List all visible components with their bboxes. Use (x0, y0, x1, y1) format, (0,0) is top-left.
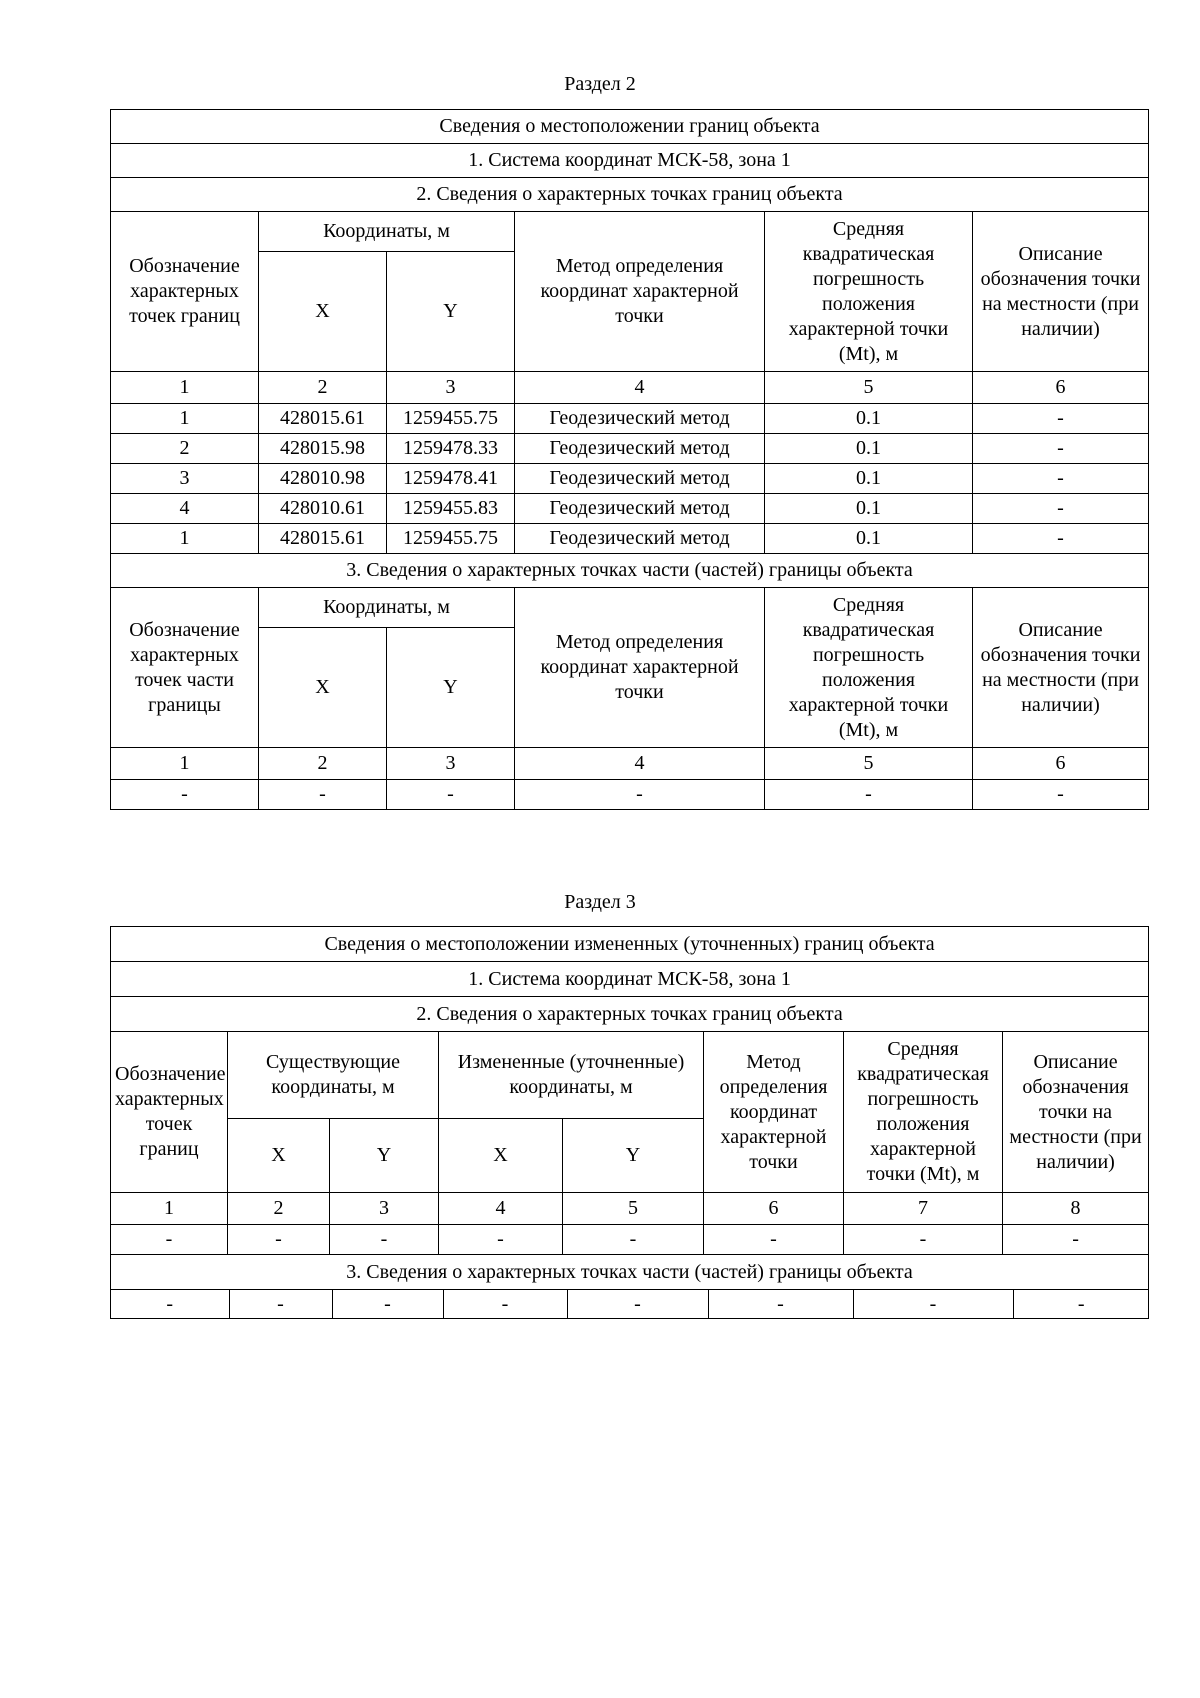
cell-empty: - (443, 1290, 567, 1318)
section-3-title: Раздел 3 (564, 891, 636, 913)
header-x: X (259, 252, 387, 372)
cell-point: 1 (111, 524, 259, 554)
header-description: Описание обозначения точки на местности (при наличии) (973, 588, 1149, 748)
column-number: 5 (563, 1193, 704, 1225)
parts-row-table (111, 1290, 1149, 1318)
cell-error: 0.1 (765, 524, 973, 554)
header-changed-coordinates: Измененные (уточненные) координаты, м (439, 1032, 704, 1119)
cell-empty: - (387, 780, 515, 810)
column-number: 6 (973, 372, 1149, 404)
cell-x: 428015.98 (259, 434, 387, 464)
cell-empty: - (704, 1225, 844, 1255)
cell-point: 2 (111, 434, 259, 464)
cell-error: 0.1 (765, 464, 973, 494)
table-row (111, 780, 1149, 810)
header-designation: Обозначение характерных точек границ (111, 212, 259, 372)
cell-point: 1 (111, 404, 259, 434)
subsection-caption: 2. Сведения о характерных точках границ объекта (111, 997, 1149, 1032)
cell-description: - (973, 434, 1149, 464)
subsection-caption: 2. Сведения о характерных точках границ объекта (111, 178, 1149, 212)
subsection-caption: 3. Сведения о характерных точках части (частей) границы объекта (111, 1255, 1149, 1290)
cell-empty: - (515, 780, 765, 810)
header-y: Y (387, 628, 515, 748)
column-number: 4 (515, 372, 765, 404)
cell-point: 4 (111, 494, 259, 524)
table-row (111, 494, 1149, 524)
cell-method: Геодезический метод (515, 494, 765, 524)
column-number: 4 (439, 1193, 563, 1225)
cell-x: 428010.61 (259, 494, 387, 524)
column-number: 7 (844, 1193, 1003, 1225)
cell-x: 428015.61 (259, 524, 387, 554)
cell-empty: - (567, 1290, 708, 1318)
header-designation: Обозначение характерных точек границ (111, 1032, 228, 1193)
cell-empty: - (111, 1225, 228, 1255)
column-number: 2 (259, 748, 387, 780)
column-number: 5 (765, 748, 973, 780)
cell-y: 1259478.33 (387, 434, 515, 464)
cell-empty: - (563, 1225, 704, 1255)
cell-empty: - (111, 1290, 229, 1318)
cell-method: Геодезический метод (515, 434, 765, 464)
header-error: Средняя квадратическая погрешность положения характерной точки (Mt), м (844, 1032, 1003, 1193)
header-error: Средняя квадратическая погрешность положения характерной точки (Mt), м (765, 588, 973, 748)
cell-method: Геодезический метод (515, 524, 765, 554)
column-number: 8 (1003, 1193, 1149, 1225)
cell-empty: - (228, 1225, 330, 1255)
cell-y: 1259455.75 (387, 524, 515, 554)
cell-empty: - (439, 1225, 563, 1255)
cell-x: 428015.61 (259, 404, 387, 434)
column-number: 2 (228, 1193, 330, 1225)
section-2-table (110, 109, 1149, 810)
cell-empty: - (1077, 1292, 1085, 1315)
table-row (111, 404, 1149, 434)
column-number: 6 (973, 748, 1149, 780)
column-number: 5 (765, 372, 973, 404)
table-row (111, 1290, 1149, 1318)
header-method: Метод определения координат характерной точки (515, 212, 765, 372)
cell-y: 1259478.41 (387, 464, 515, 494)
cell-description: - (973, 404, 1149, 434)
column-number: 1 (111, 372, 259, 404)
table-row (111, 434, 1149, 464)
table-row (111, 464, 1149, 494)
cell-empty: - (853, 1290, 1013, 1318)
header-error: Средняя квадратическая погрешность положения характерной точки (Mt), м (765, 212, 973, 372)
cell-error: 0.1 (765, 434, 973, 464)
header-y: Y (330, 1119, 439, 1193)
cell-empty: - (844, 1225, 1003, 1255)
column-number: 1 (111, 1193, 228, 1225)
cell-description: - (973, 524, 1149, 554)
column-number: 4 (515, 748, 765, 780)
header-description: Описание обозначения точки на местности (при наличии) (973, 212, 1149, 372)
cell-empty: - (111, 780, 259, 810)
cell-empty: - (708, 1290, 853, 1318)
column-number: 3 (387, 748, 515, 780)
column-number: 3 (330, 1193, 439, 1225)
coordinate-system: 1. Система координат МСК-58, зона 1 (111, 962, 1149, 997)
header-coordinates: Координаты, м (259, 588, 515, 628)
coordinate-system: 1. Система координат МСК-58, зона 1 (111, 144, 1149, 178)
subsection-caption: 3. Сведения о характерных точках части (частей) границы объекта (111, 554, 1149, 588)
table-caption: Сведения о местоположении измененных (уточненных) границ объекта (111, 927, 1149, 962)
column-number: 6 (704, 1193, 844, 1225)
header-coordinates: Координаты, м (259, 212, 515, 252)
cell-method: Геодезический метод (515, 404, 765, 434)
parts-row-container (111, 1290, 1149, 1319)
cell-description: - (973, 494, 1149, 524)
section-2-title: Раздел 2 (564, 73, 636, 95)
header-existing-coordinates: Существующие координаты, м (228, 1032, 439, 1119)
cell-point: 3 (111, 464, 259, 494)
table-row (111, 1225, 1149, 1255)
cell-empty: - (973, 780, 1149, 810)
cell-error: 0.1 (765, 404, 973, 434)
section-3-table (110, 926, 1149, 1319)
header-x: X (439, 1119, 563, 1193)
cell-error: 0.1 (765, 494, 973, 524)
cell-description: - (973, 464, 1149, 494)
cell-empty: - (259, 780, 387, 810)
column-number: 2 (259, 372, 387, 404)
header-method: Метод определения координат характерной точки (704, 1032, 844, 1193)
cell-empty: - (229, 1290, 332, 1318)
cell-y: 1259455.83 (387, 494, 515, 524)
cell-y: 1259455.75 (387, 404, 515, 434)
header-x: X (259, 628, 387, 748)
column-number: 3 (387, 372, 515, 404)
cell-x: 428010.98 (259, 464, 387, 494)
header-y: Y (563, 1119, 704, 1193)
header-method: Метод определения координат характерной точки (515, 588, 765, 748)
table-caption: Сведения о местоположении границ объекта (111, 110, 1149, 144)
cell-empty: - (1003, 1225, 1149, 1255)
header-description: Описание обозначения точки на местности (при наличии) (1003, 1032, 1149, 1193)
cell-method: Геодезический метод (515, 464, 765, 494)
table-row (111, 524, 1149, 554)
header-y: Y (387, 252, 515, 372)
cell-empty: - (332, 1290, 443, 1318)
header-designation: Обозначение характерных точек части границы (111, 588, 259, 748)
cell-empty: - (330, 1225, 439, 1255)
header-x: X (228, 1119, 330, 1193)
column-number: 1 (111, 748, 259, 780)
cell-empty: - (765, 780, 973, 810)
